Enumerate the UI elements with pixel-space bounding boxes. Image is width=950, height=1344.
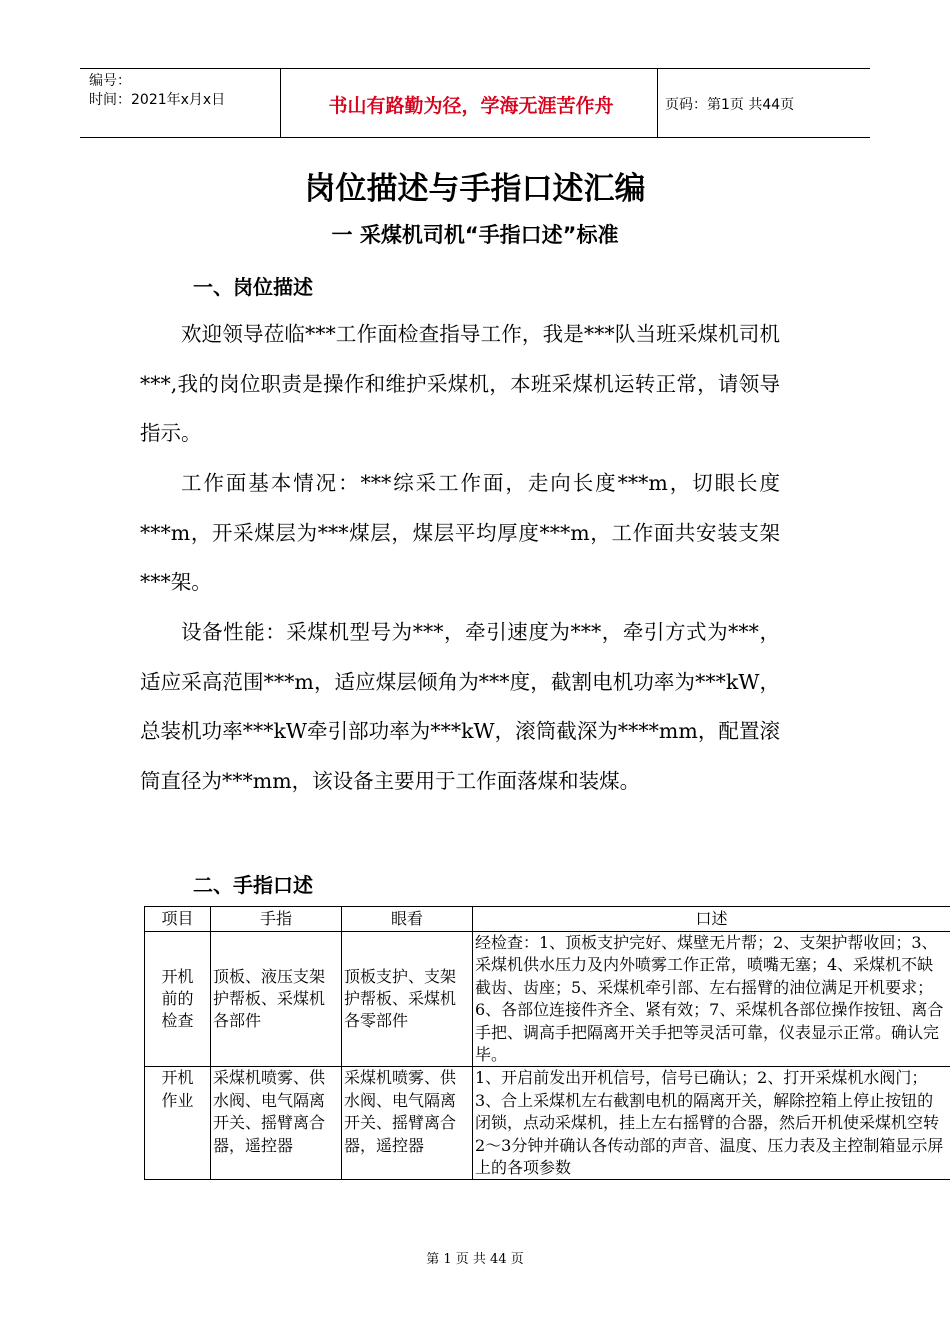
cell-look: 顶板支护、支架护帮板、采煤机各零部件 xyxy=(342,932,473,1067)
header-motto: 书山有路勤为径，学海无涯苦作舟 xyxy=(328,95,614,117)
page-header xyxy=(80,68,870,138)
col-header-finger: 手指 xyxy=(211,907,342,932)
section-heading-finger-speech: 二、手指口述 xyxy=(193,873,313,897)
page-footer: 第 1 页 共 44 页 xyxy=(426,1252,524,1267)
document-title: 岗位描述与手指口述汇编 xyxy=(304,171,646,207)
header-meta xyxy=(89,72,225,110)
paragraph-intro: 欢迎领导莅临***工作面检查指导工作，我是***队当班采煤机司机***,我的岗位职责是操作和维护采煤机，本班采煤机运转正常，请领导指示。 xyxy=(140,322,780,446)
col-header-look: 眼看 xyxy=(342,907,473,932)
table-header-row xyxy=(145,907,950,932)
paragraph-workface: 工作面基本情况：***综采工作面，走向长度***m，切眼长度***m，开采煤层为***煤层，煤层平均厚度***m，工作面共安装支架***架。 xyxy=(140,471,780,595)
doc-time: 时间：2021年x月x日 xyxy=(89,92,226,108)
doc-number: 编号： xyxy=(89,73,131,89)
cell-say: 1、开启前发出开机信号，信号已确认；2、打开采煤机水阀门；3、合上采煤机左右截割电机的隔离开关，解除控箱上停止按钮的闭锁，点动采煤机，挂上左右摇臂的合器，然后开机使采煤机空转2～3分钟并确认各传动部的声音、温度、压力表及主控制箱显示屏上的各项参数 xyxy=(473,1067,950,1180)
cell-finger: 顶板、液压支架护帮板、采煤机各部件 xyxy=(211,932,342,1067)
cell-look: 采煤机喷雾、供水阀、电气隔离开关、摇臂离合器，遥控器 xyxy=(342,1067,473,1180)
header-page-info: 页码：第1页 共44页 xyxy=(665,97,795,113)
paragraph-equipment: 设备性能：采煤机型号为***，牵引速度为***，牵引方式为***，适应采高范围***m，适应煤层倾角为***度，截割电机功率为***kW，总装机功率***kW牵引部功率为***kW，滚筒截深为****mm，配置滚筒直径为***mm，该设备主要用于工作面落煤和装煤。 xyxy=(140,620,780,793)
table-row xyxy=(145,932,950,1067)
document-subtitle: 一 采煤机司机“手指口述”标准 xyxy=(331,223,619,247)
table-row xyxy=(145,1067,950,1180)
cell-item: 开机作业 xyxy=(145,1067,211,1180)
cell-finger: 采煤机喷雾、供水阀、电气隔离开关、摇臂离合器，遥控器 xyxy=(211,1067,342,1180)
procedure-table xyxy=(144,906,950,1180)
col-header-say: 口述 xyxy=(473,907,950,932)
section-heading-job-description: 一、岗位描述 xyxy=(193,275,313,299)
cell-say: 经检查：1、顶板支护完好、煤壁无片帮；2、支架护帮收回；3、采煤机供水压力及内外喷雾工作正常，喷嘴无塞；4、采煤机不缺截齿、齿座；5、采煤机牵引部、左右摇臂的油位满足开机要求；6、各部位连接件齐全、紧有效；7、采煤机各部位操作按钮、离合手把、调高手把隔离开关手把等灵活可靠，仪表显示正常。确认完毕。 xyxy=(473,932,950,1067)
cell-item: 开机前的检查 xyxy=(145,932,211,1067)
col-header-item: 项目 xyxy=(145,907,211,932)
